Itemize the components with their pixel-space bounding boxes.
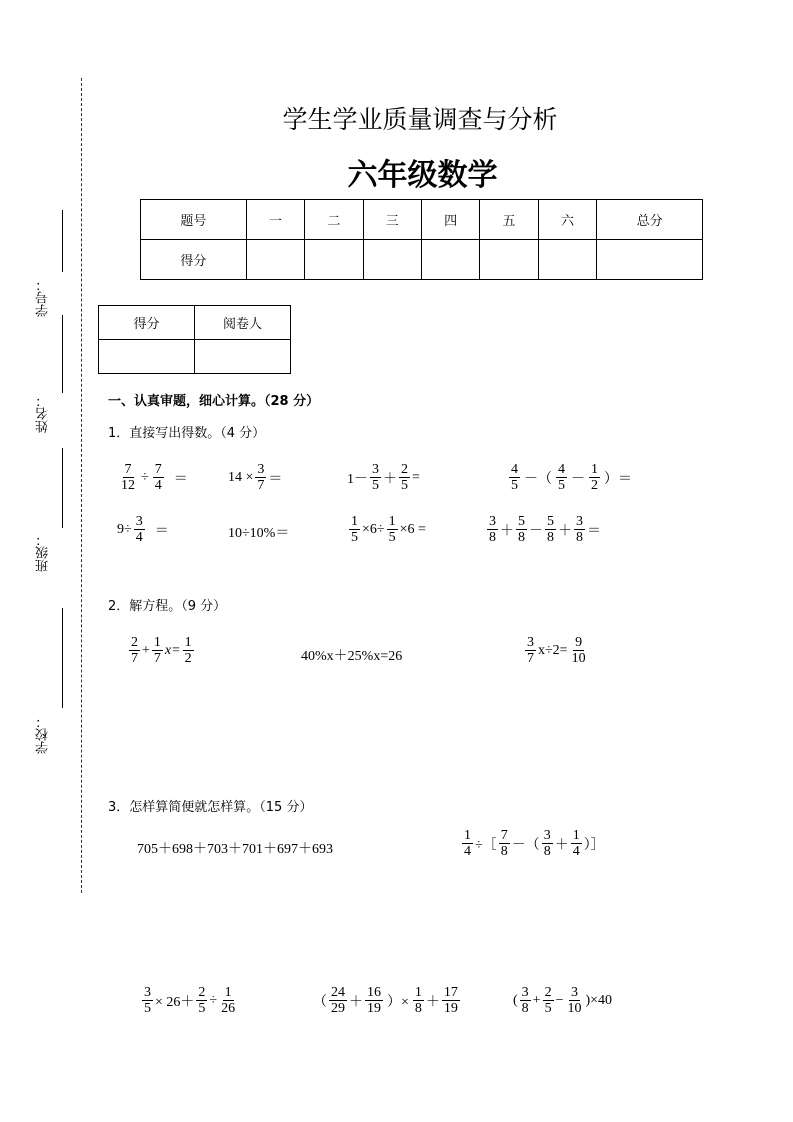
- math-text: ）］: [583, 837, 605, 853]
- q2-equation-1: [127, 635, 196, 667]
- fraction: [349, 514, 360, 546]
- numerator: 4: [558, 462, 565, 477]
- question-2-heading: 2．解方程。（9 分）: [108, 599, 227, 614]
- math-text: =: [412, 469, 420, 485]
- denominator: 8: [500, 844, 508, 860]
- numerator: 3: [135, 514, 143, 529]
- fraction: [153, 462, 164, 494]
- denominator: 19: [443, 1001, 458, 1017]
- math-text: ＝: [154, 523, 169, 539]
- fraction: [499, 828, 510, 860]
- numerator: 1: [414, 985, 422, 1000]
- fraction: [183, 635, 194, 667]
- header-cell: 二: [305, 200, 363, 240]
- denominator: 8: [547, 530, 554, 546]
- denominator: 8: [521, 1001, 529, 1017]
- fraction: [119, 462, 137, 494]
- denominator: 19: [367, 1001, 381, 1017]
- q1-item-d: [507, 462, 634, 494]
- math-text: ÷: [209, 992, 218, 1008]
- fraction: [142, 985, 153, 1017]
- denominator: 10: [567, 1001, 582, 1017]
- class-line[interactable]: [62, 448, 63, 528]
- denominator: 4: [135, 530, 143, 546]
- fraction: [255, 462, 266, 494]
- math-text: × 26＋: [155, 994, 195, 1010]
- fraction: [574, 514, 585, 546]
- fraction: [525, 635, 536, 667]
- score-table-header-row: [141, 200, 703, 240]
- numerator: 2: [198, 985, 206, 1000]
- numerator: 3: [527, 635, 534, 650]
- numerator: 1: [351, 514, 358, 529]
- denominator: 8: [489, 530, 496, 546]
- denominator: 4: [464, 844, 471, 860]
- denominator: 2: [591, 478, 598, 494]
- fraction: [442, 985, 460, 1017]
- q2-equation-2: [301, 645, 402, 665]
- student-no-line[interactable]: [62, 210, 63, 272]
- denominator: 7: [131, 651, 138, 667]
- math-text: ×6÷: [362, 521, 385, 537]
- denominator: 10: [571, 651, 586, 667]
- denominator: 8: [518, 530, 525, 546]
- class-label: 班级：: [36, 533, 51, 572]
- numerator: 7: [500, 828, 508, 843]
- denominator: 29: [331, 1001, 345, 1017]
- numerator: 3: [521, 985, 529, 1000]
- math-text: ）×: [387, 994, 409, 1010]
- fraction: [487, 514, 498, 546]
- fraction: [589, 462, 600, 494]
- score-cell[interactable]: [421, 240, 479, 280]
- q1-item-c: [347, 462, 420, 494]
- math-text: +: [532, 992, 541, 1008]
- math-text: ＋: [349, 994, 363, 1010]
- numerator: 3: [372, 462, 379, 477]
- fraction: [134, 514, 145, 546]
- fraction: [152, 635, 163, 667]
- numerator: 3: [543, 828, 551, 843]
- question-1-heading: 1．直接写出得数。（4 分）: [108, 426, 266, 441]
- q1-item-b: [228, 462, 282, 494]
- math-text: 10÷10%＝: [228, 526, 290, 541]
- denominator: 5: [511, 478, 518, 494]
- section-heading: 一、认真审题，细心计算。（28 分）: [108, 394, 320, 409]
- row-label: 得分: [141, 240, 247, 280]
- score-table-score-row: [141, 240, 703, 280]
- numerator: 7: [154, 462, 162, 477]
- fraction: [413, 985, 424, 1017]
- denominator: 5: [372, 478, 379, 494]
- fraction: [571, 828, 582, 860]
- score-table: [140, 199, 703, 280]
- denominator: 5: [351, 530, 358, 546]
- fraction: [556, 462, 567, 494]
- denominator: 8: [576, 530, 583, 546]
- q3-expression-3: [140, 985, 239, 1017]
- fraction: [509, 462, 520, 494]
- question-3-heading: 3．怎样算简便就怎样算。（15 分）: [108, 800, 313, 815]
- q2-equation-3: [523, 635, 590, 667]
- header-cell: 六: [538, 200, 596, 240]
- fraction: [516, 514, 527, 546]
- grader-table: [98, 305, 291, 374]
- numerator: 3: [144, 985, 151, 1000]
- fraction: [542, 828, 553, 860]
- header-cell: 题号: [141, 200, 247, 240]
- denominator: 4: [572, 844, 580, 860]
- fraction: [399, 462, 410, 494]
- q1-item-h: [485, 514, 601, 546]
- numerator: 1: [572, 828, 580, 843]
- denominator: 5: [198, 1001, 206, 1017]
- math-text: ＝: [587, 523, 601, 539]
- q1-item-g: [347, 514, 426, 546]
- math-text: －: [529, 523, 543, 539]
- binding-dashed-line: [81, 78, 82, 893]
- fraction: [520, 985, 531, 1017]
- fraction: [462, 828, 473, 860]
- denominator: 26: [221, 1001, 236, 1017]
- fraction: [365, 985, 383, 1017]
- q3-expression-4: [313, 985, 462, 1017]
- q3-expression-1: [137, 838, 333, 858]
- numerator: 3: [570, 985, 578, 1000]
- numerator: 1: [388, 514, 396, 529]
- header-cell: 五: [480, 200, 538, 240]
- score-cell[interactable]: [597, 240, 703, 280]
- numerator: 24: [331, 985, 345, 1000]
- fraction: [565, 985, 583, 1017]
- denominator: 7: [527, 651, 534, 667]
- q1-item-e: [117, 514, 171, 546]
- math-text: −: [555, 992, 564, 1008]
- score-cell[interactable]: [363, 240, 421, 280]
- math-text: ＋: [554, 837, 569, 853]
- numerator: 1: [464, 828, 471, 843]
- denominator: 5: [144, 1001, 151, 1017]
- score-cell[interactable]: [480, 240, 538, 280]
- numerator: 2: [544, 985, 552, 1000]
- header-cell: 三: [363, 200, 421, 240]
- denominator: 8: [543, 844, 551, 860]
- math-text: ＋: [500, 523, 514, 539]
- math-text: －: [571, 471, 585, 487]
- q3-expression-5: [513, 985, 612, 1017]
- fraction: [543, 985, 554, 1017]
- fraction: [129, 635, 140, 667]
- grader-score-cell[interactable]: [99, 340, 195, 374]
- math-text: ）＝: [604, 471, 632, 487]
- math-text: ＝: [173, 471, 188, 487]
- numerator: 17: [443, 985, 458, 1000]
- fraction: [329, 985, 347, 1017]
- math-text: ＋: [383, 471, 397, 487]
- numerator: 5: [518, 514, 525, 529]
- fraction: [570, 635, 588, 667]
- grader-score-header: 得分: [99, 306, 195, 340]
- math-text: )×40: [585, 992, 613, 1008]
- page-title: 学生学业质量调查与分析: [282, 105, 558, 134]
- header-cell: 四: [421, 200, 479, 240]
- denominator: 5: [388, 530, 396, 546]
- fraction: [219, 985, 237, 1017]
- numerator: 16: [367, 985, 381, 1000]
- math-text: ＋: [558, 523, 572, 539]
- numerator: 2: [131, 635, 138, 650]
- math-text: －（: [511, 837, 540, 853]
- fraction: [370, 462, 381, 494]
- math-text: ×6 =: [399, 521, 426, 537]
- denominator: 2: [184, 651, 192, 667]
- denominator: 8: [414, 1001, 422, 1017]
- math-text: (: [513, 992, 518, 1008]
- numerator: 3: [257, 462, 265, 477]
- math-text: x÷2=: [538, 642, 568, 658]
- school-label: 学校：: [36, 715, 51, 754]
- denominator: 12: [121, 478, 135, 494]
- denominator: 5: [544, 1001, 552, 1017]
- math-text: （: [313, 994, 327, 1010]
- numerator: 3: [576, 514, 583, 529]
- header-cell: 总分: [597, 200, 703, 240]
- grader-name-header: 阅卷人: [195, 306, 291, 340]
- numerator: 1: [184, 635, 192, 650]
- math-text: 705＋698＋703＋701＋697＋693: [137, 842, 333, 857]
- numerator: 4: [511, 462, 518, 477]
- math-text: 14 ×: [228, 469, 254, 485]
- fraction: [545, 514, 556, 546]
- numerator: 3: [489, 514, 496, 529]
- grader-name-cell[interactable]: [195, 340, 291, 374]
- score-cell[interactable]: [246, 240, 304, 280]
- school-line[interactable]: [62, 608, 63, 708]
- numerator: 5: [547, 514, 554, 529]
- numerator: 1: [224, 985, 232, 1000]
- denominator: 7: [153, 651, 161, 667]
- denominator: 7: [257, 478, 265, 494]
- math-text: ＝: [268, 471, 283, 487]
- q1-item-f: [228, 522, 289, 542]
- math-text: 9÷: [117, 521, 132, 537]
- denominator: 5: [401, 478, 408, 494]
- math-text: －（: [524, 471, 552, 487]
- math-text: 40%x＋25%x=26: [301, 649, 403, 664]
- fraction: [387, 514, 398, 546]
- math-text: ÷［: [475, 837, 497, 853]
- q1-item-a: [117, 462, 190, 494]
- math-text: 1－: [347, 471, 368, 487]
- math-text: ＋: [425, 994, 440, 1010]
- student-no-label: 学号：: [36, 278, 51, 317]
- numerator: 7: [124, 462, 132, 477]
- name-label: 姓名：: [36, 394, 51, 433]
- score-cell[interactable]: [305, 240, 363, 280]
- denominator: 5: [558, 478, 565, 494]
- numerator: 1: [591, 462, 598, 477]
- denominator: 4: [154, 478, 162, 494]
- numerator: 1: [153, 635, 161, 650]
- numerator: 2: [401, 462, 408, 477]
- math-text: x=: [164, 642, 181, 658]
- math-text: ÷: [141, 469, 149, 485]
- name-line[interactable]: [62, 315, 63, 393]
- header-cell: 一: [246, 200, 304, 240]
- score-cell[interactable]: [538, 240, 596, 280]
- page-subtitle: 六年级数学: [347, 158, 498, 193]
- numerator: 9: [575, 635, 583, 650]
- q3-expression-2: [460, 828, 605, 860]
- fraction: [196, 985, 207, 1017]
- math-text: +: [142, 642, 150, 658]
